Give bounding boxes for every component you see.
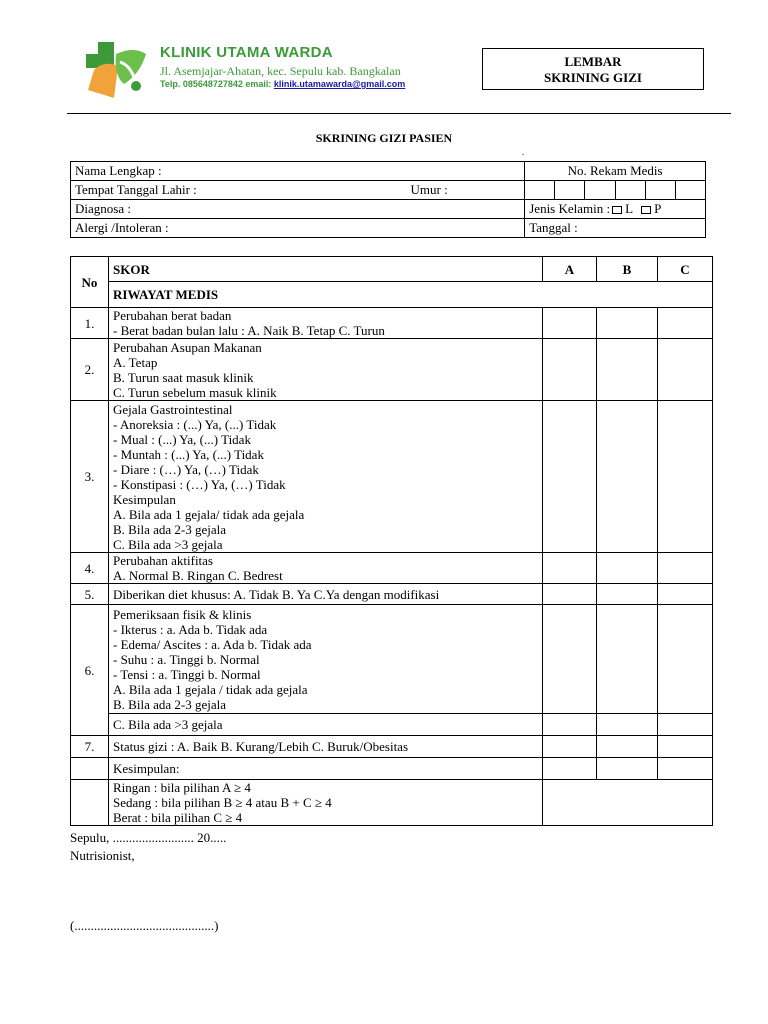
score-cell-a[interactable] (543, 401, 597, 553)
score-cell-a[interactable] (543, 339, 597, 401)
table-row (71, 714, 713, 736)
table-row (71, 553, 713, 584)
col-a-header: A (543, 257, 597, 282)
row-line: Perubahan Asupan Makanan (113, 339, 262, 355)
score-cell-a[interactable] (543, 584, 597, 605)
row-line: C. Bila ada >3 gejala (113, 536, 223, 552)
row-line: Status gizi : A. Baik B. Kurang/Lebih C. Buruk/Obesitas (113, 739, 409, 754)
document-title-line1: LEMBAR (564, 54, 622, 69)
score-cell-b[interactable] (597, 584, 658, 605)
row-number: 5. (71, 584, 109, 605)
contact-phone: Telp. 085648727842 email: (160, 79, 274, 89)
row-line: Pemeriksaan fisik & klinis (113, 606, 252, 622)
row-number: 3. (71, 401, 109, 553)
score-cell-b[interactable] (597, 714, 658, 736)
criteria-line: Sedang : bila pilihan B ≥ 4 atau B + C ≥ 4 (113, 795, 332, 810)
jenis-kelamin-p: P (654, 201, 662, 216)
row-number: 6. (71, 605, 109, 736)
score-cell-a[interactable] (543, 308, 597, 339)
score-cell-b[interactable] (597, 736, 658, 758)
criteria-line: Ringan : bila pilihan A ≥ 4 (113, 780, 251, 795)
rm-digit-box[interactable] (646, 181, 676, 199)
kesimpulan-result-cell[interactable] (543, 780, 713, 826)
patient-info-table (70, 161, 706, 238)
no-header: No (71, 257, 109, 308)
rm-digit-box[interactable] (525, 181, 555, 199)
row-question (109, 714, 543, 736)
row-line: A. Normal B. Ringan C. Bedrest (113, 568, 283, 583)
rekam-medis-label: No. Rekam Medis (525, 162, 706, 181)
clinic-address: Jl. Asemjajar-Ahatan, kec. Sepulu kab. Bangkalan (160, 64, 401, 78)
signature-line[interactable]: (...........................................) (70, 918, 219, 933)
tanggal-field[interactable]: Tanggal : (525, 219, 706, 238)
checkbox-p[interactable] (641, 206, 651, 214)
table-row (71, 736, 713, 758)
row-line: - Mual : (...) Ya, (...) Tidak (113, 431, 251, 447)
rm-digit-box[interactable] (616, 181, 646, 199)
nutrisionist-label: Nutrisionist, (70, 848, 135, 863)
row-number: 4. (71, 553, 109, 584)
row-line: C. Bila ada >3 gejala (113, 717, 223, 732)
rm-digit-box[interactable] (676, 181, 705, 199)
row-line: A. Bila ada 1 gejala/ tidak ada gejala (113, 506, 305, 522)
row-line: - Tensi : a. Tinggi b. Normal (113, 666, 261, 682)
score-cell-b[interactable] (597, 758, 658, 780)
row-line: Diberikan diet khusus: A. Tidak B. Ya C.Ya dengan modifikasi (113, 586, 440, 602)
jenis-kelamin-field (525, 200, 706, 219)
col-c-header: C (658, 257, 713, 282)
row-number: 7. (71, 736, 109, 758)
row-question (109, 584, 543, 605)
kesimpulan-criteria (109, 780, 543, 826)
clinic-name: KLINIK UTAMA WARDA (160, 44, 333, 61)
row-line: - Edema/ Ascites : a. Ada b. Tidak ada (113, 636, 312, 652)
score-cell-c[interactable] (658, 584, 713, 605)
row-number: 1. (71, 308, 109, 339)
row-line: - Muntah : (...) Ya, (...) Tidak (113, 446, 264, 462)
row-line: A. Tetap (113, 354, 158, 370)
table-row (71, 780, 713, 826)
table-row (71, 339, 713, 401)
score-cell-a[interactable] (543, 736, 597, 758)
col-b-header: B (597, 257, 658, 282)
umur-label: Umur : (410, 182, 448, 197)
row-number: 2. (71, 339, 109, 401)
jenis-kelamin-label: Jenis Kelamin : (529, 201, 611, 216)
ttl-field[interactable] (71, 181, 525, 200)
table-row (71, 401, 713, 553)
row-line: - Konstipasi : (…) Ya, (…) Tidak (113, 476, 286, 492)
place-date[interactable]: Sepulu, ......................... 20..... (70, 830, 227, 845)
clinic-logo (84, 40, 150, 100)
score-cell-c[interactable] (658, 758, 713, 780)
table-row (71, 605, 713, 714)
row-line: Kesimpulan (113, 491, 176, 507)
checkbox-l[interactable] (612, 206, 622, 214)
alergi-field[interactable]: Alergi /Intoleran : (71, 219, 525, 238)
skor-header: SKOR (109, 257, 543, 282)
score-cell-b[interactable] (597, 339, 658, 401)
score-cell-b[interactable] (597, 308, 658, 339)
diagnosa-field[interactable]: Diagnosa : (71, 200, 525, 219)
rm-digit-box[interactable] (555, 181, 585, 199)
score-cell-c[interactable] (658, 401, 713, 553)
ttl-label: Tempat Tanggal Lahir : (75, 182, 197, 197)
score-cell-c[interactable] (658, 553, 713, 584)
row-line: A. Bila ada 1 gejala / tidak ada gejala (113, 681, 308, 697)
score-cell-b[interactable] (597, 553, 658, 584)
form-title: SKRINING GIZI PASIEN (315, 131, 453, 145)
row-line: - Ikterus : a. Ada b. Tidak ada (113, 621, 268, 637)
section-riwayat-medis: RIWAYAT MEDIS (109, 282, 713, 308)
row-question (109, 553, 543, 584)
row-line: B. Turun saat masuk klinik (113, 369, 254, 385)
score-cell-a[interactable] (543, 553, 597, 584)
score-cell-b[interactable] (597, 605, 658, 714)
score-cell-c[interactable] (658, 605, 713, 714)
empty-cell (71, 758, 109, 780)
score-cell-a[interactable] (543, 758, 597, 780)
score-cell-a[interactable] (543, 605, 597, 714)
kesimpulan-label: Kesimpulan: (109, 758, 543, 780)
document-title-box (482, 48, 704, 90)
document-title-line2: SKRINING GIZI (544, 70, 642, 85)
table-row (71, 308, 713, 339)
clinic-contact (160, 79, 405, 89)
row-line: Gejala Gastrointestinal (113, 401, 233, 417)
score-cell-c[interactable] (658, 308, 713, 339)
row-line: - Diare : (…) Ya, (…) Tidak (113, 461, 259, 477)
table-row (71, 584, 713, 605)
row-question (109, 308, 543, 339)
score-cell-c[interactable] (658, 339, 713, 401)
row-line: B. Bila ada 2-3 gejala (113, 696, 226, 712)
row-line: - Suhu : a. Tinggi b. Normal (113, 651, 260, 667)
header-divider (67, 113, 731, 114)
row-line: - Berat badan bulan lalu : A. Naik B. Tetap C. Turun (113, 323, 385, 338)
row-line: B. Bila ada 2-3 gejala (113, 521, 226, 537)
rekam-medis-boxes[interactable] (525, 181, 706, 200)
row-line: - Anoreksia : (...) Ya, (...) Tidak (113, 416, 277, 432)
row-question (109, 339, 543, 401)
jenis-kelamin-l: L (625, 201, 634, 216)
row-question (109, 401, 543, 553)
row-line: C. Turun sebelum masuk klinik (113, 384, 277, 400)
score-cell-c[interactable] (658, 736, 713, 758)
table-row (71, 758, 713, 780)
score-cell-c[interactable] (658, 714, 713, 736)
score-cell-b[interactable] (597, 401, 658, 553)
row-line: Perubahan aktifitas (113, 553, 213, 568)
stray-dot: . (522, 147, 525, 157)
row-line: Perubahan berat badan (113, 308, 232, 323)
row-question (109, 736, 543, 758)
email-link[interactable]: klinik.utamawarda@gmail.com (273, 79, 406, 89)
rm-digit-box[interactable] (585, 181, 615, 199)
score-cell-a[interactable] (543, 714, 597, 736)
criteria-line: Berat : bila pilihan C ≥ 4 (113, 810, 243, 825)
nama-field[interactable]: Nama Lengkap : (71, 162, 525, 181)
row-question (109, 605, 543, 714)
screening-table (70, 256, 713, 826)
empty-cell (71, 780, 109, 826)
